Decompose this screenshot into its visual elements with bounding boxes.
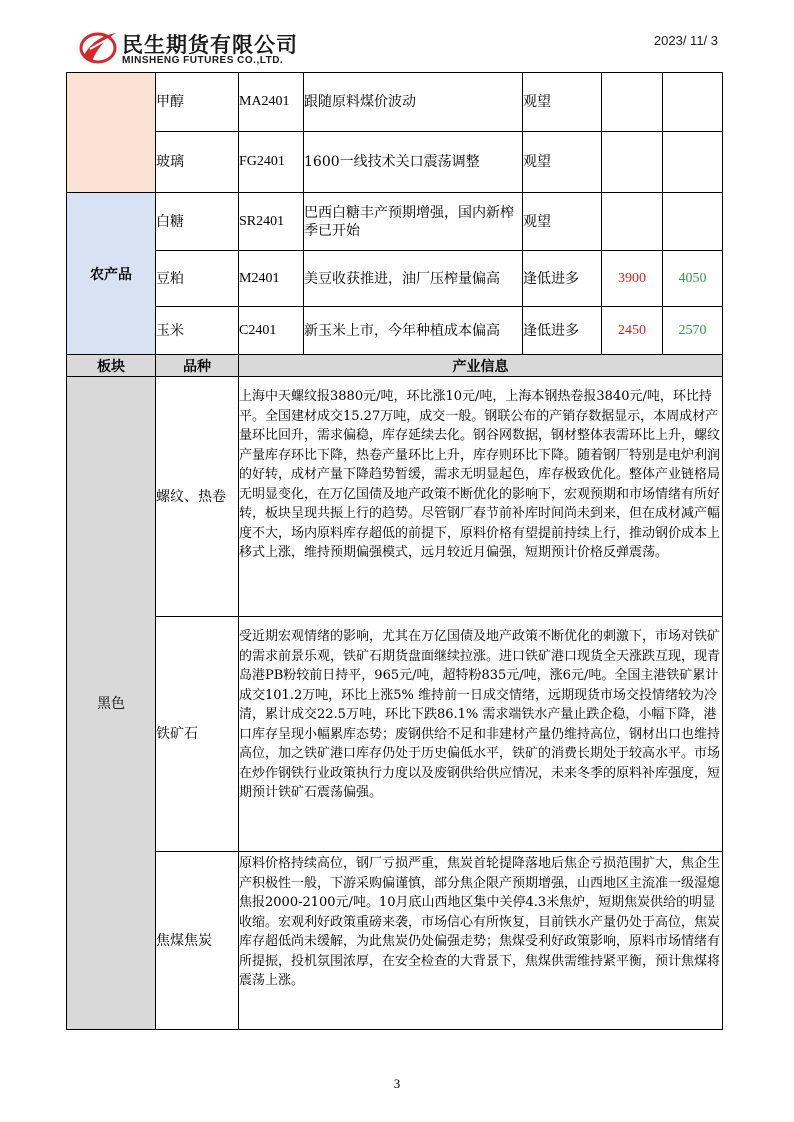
summary-cell: 1600一线技术关口震荡调整: [304, 132, 523, 193]
product-cell: 螺纹、热卷: [156, 377, 239, 617]
company-name-cn: 民生期货有限公司: [122, 33, 298, 57]
product-cell: 玻璃: [156, 132, 239, 193]
high-price: 2570: [663, 307, 723, 355]
high-price: [663, 132, 723, 193]
summary-cell: 跟随原料煤价波动: [304, 73, 523, 132]
minsheng-logo-icon: [78, 27, 118, 67]
summary-cell: 新玉米上市，今年种植成本偏高: [304, 307, 523, 355]
report-date: 2023/ 11/ 3: [653, 33, 718, 48]
low-price: [602, 132, 663, 193]
strategy-cell: 逢低进多: [523, 251, 602, 307]
info-text: 受近期宏观情绪的影响，尤其在万亿国债及地产政策不断优化的刺激下，市场对铁矿的需求前景乐观，铁矿石期货盘面继续拉涨。进口铁矿港口现货全天涨跌互现，现青岛港PB粉较前日持平，965元/吨，超特粉835元/吨，涨6元/吨。全国主港铁矿累计成交101.2万吨，环比上涨5% 维持前一日成交情绪，远期现货市场交投情绪较为冷清，累计成交22.5万吨，环比下跌86.1% 需求端铁水产量止跌企稳，小幅下降，港口库存呈现小幅累库态势；废钢供给不足和非建材产量仍维持高位，钢材出口也维持高位，加之铁矿港口库存仍处于历史偏低水平，铁矿的消费长期处于较高水平。市场在炒作钢铁行业政策执行力度以及废钢供给供应情况，未来冬季的原料补库强度，短期预计铁矿石震荡偏强。: [239, 629, 721, 800]
contract-code: FG2401: [239, 132, 304, 193]
product-cell: 铁矿石: [156, 617, 239, 852]
contract-code: SR2401: [239, 193, 304, 251]
info-header-row: [67, 355, 723, 377]
summary-cell: 巴西白糖丰产预期增强，国内新榨季已开始: [304, 193, 523, 251]
header-sector: 板块: [67, 355, 156, 377]
info-text: 上海中天螺纹报3880元/吨，环比涨10元/吨，上海本钢热卷报3840元/吨，环比持平。全国建材成交15.27万吨，成交一般。钢联公布的产销存数据显示，本周成材产量环比回升，需求偏稳，库存延续去化。钢谷网数据，钢材整体表需环比上升，螺纹产量库存环比下降，热卷产量环比上升，库存则环比下降。随着钢厂特别是电炉利润的好转，成材产量下降趋势暂缓，需求无明显起色，库存极致优化。整体产业链格局无明显变化，在万亿国债及地产政策不断优化的影响下，宏观预期和市场情绪有所好转，板块呈现共振上行的趋势。尽管钢厂春节前补库时间尚未到来，但在成材减产幅度不大，场内原料库存超低的前提下，原料价格有望提前持续上行，推动钢价成本上移式上涨，维持预期偏强模式，远月较近月偏强，短期预计价格反弹震荡。: [239, 389, 721, 560]
industry-info: [239, 377, 723, 617]
table-row: [67, 251, 723, 307]
contract-code: C2401: [239, 307, 304, 355]
low-price: [602, 73, 663, 132]
low-price: 2450: [602, 307, 663, 355]
contract-code: MA2401: [239, 73, 304, 132]
product-cell: 甲醇: [156, 73, 239, 132]
strategy-cell: 观望: [523, 73, 602, 132]
sector-cell-agri: 农产品: [67, 193, 156, 355]
high-price: 4050: [663, 251, 723, 307]
table-row: [67, 852, 723, 1030]
summary-cell: 美豆收获推进，油厂压榨量偏高: [304, 251, 523, 307]
strategy-cell: 观望: [523, 132, 602, 193]
header-product: 品种: [156, 355, 239, 377]
product-cell: 玉米: [156, 307, 239, 355]
sector-cell-black: 黑色: [67, 377, 156, 1030]
strategy-cell: 观望: [523, 193, 602, 251]
header-info: 产业信息: [239, 355, 723, 377]
product-cell: 白糖: [156, 193, 239, 251]
product-cell: 豆粕: [156, 251, 239, 307]
table-row: [67, 307, 723, 355]
company-logo: [78, 27, 318, 71]
table-row: [67, 73, 723, 132]
industry-info: [239, 852, 723, 1030]
info-text: 原料价格持续高位，钢厂亏损严重，焦炭首轮提降落地后焦企亏损范围扩大，焦企生产积极性一般，下游采购偏谨慎，部分焦企限产预期增强，山西地区主流准一级湿熄焦报2000-2100元/吨。10月底山西地区集中关停4.3米焦炉，短期焦炭供给的明显收缩。宏观利好政策重磅来袭，市场信心有所恢复，目前铁水产量仍处于高位，焦炭库存超低尚未缓解，为此焦炭仍处偏强走势；焦煤受利好政策影响，原料市场情绪有所提振，投机氛围浓厚，在安全检查的大背景下，焦煤供需维持紧平衡，预计焦煤将震荡上涨。: [239, 856, 721, 988]
sector-cell-chem: [67, 73, 156, 193]
low-price: 3900: [602, 251, 663, 307]
low-price: [602, 193, 663, 251]
high-price: [663, 73, 723, 132]
table-row: [67, 617, 723, 852]
strategy-table: [66, 72, 723, 1030]
company-name-en: MINSHENG FUTURES CO.,LTD.: [122, 55, 284, 66]
product-cell: 焦煤焦炭: [156, 852, 239, 1030]
contract-code: M2401: [239, 251, 304, 307]
strategy-cell: 逢低进多: [523, 307, 602, 355]
high-price: [663, 193, 723, 251]
page-number: 3: [393, 1076, 401, 1091]
industry-info: [239, 617, 723, 852]
table-row: [67, 132, 723, 193]
table-row: [67, 377, 723, 617]
table-row: [67, 193, 723, 251]
